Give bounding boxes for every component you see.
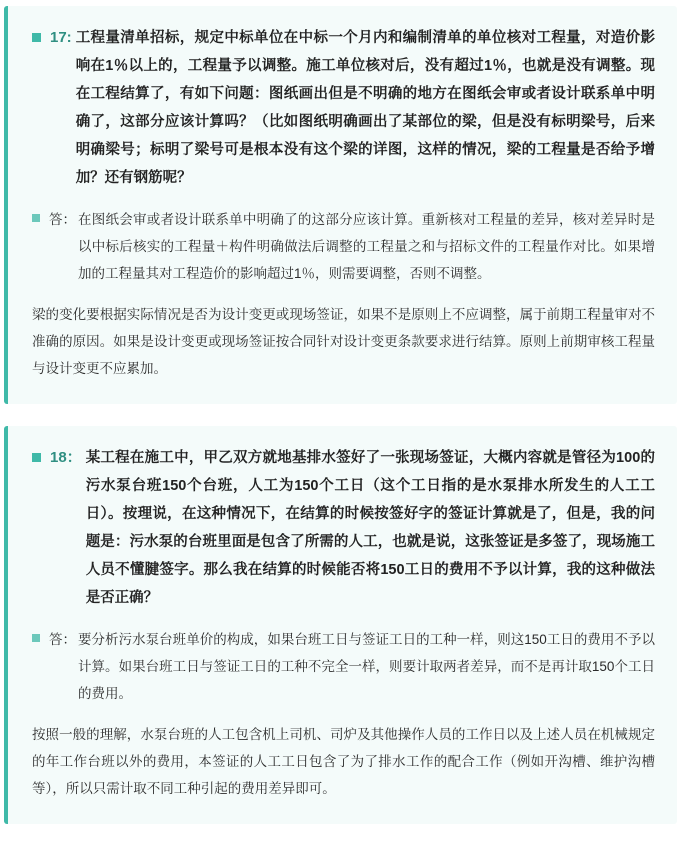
question-number: 17: <box>50 29 72 46</box>
answer-label: 答： <box>49 212 76 227</box>
question-number: 18： <box>50 449 82 466</box>
square-bullet-icon <box>32 33 41 42</box>
qa-card <box>4 6 677 404</box>
square-bullet-icon <box>32 634 40 642</box>
question-text: 工程量清单招标，规定中标单位在中标一个月内和编制清单的单位核对工程量，对造价影响在1％以上的，工程量予以调整。施工单位核对后，没有超过1％，也就是没有调整。现在工程结算了，有如下问题：图纸画出但是不明确的地方在图纸会审或者设计联系单中明确了，这部分应该计算吗？（比如图纸明确画出了某部位的梁，但是没有标明梁号，后来明确梁号；标明了梁号可是根本没有这个梁的详图，这样的情况，梁的工程量是否给予增加？还有钢筋呢？ <box>75 30 655 186</box>
question-text: 某工程在施工中，甲乙双方就地基排水签好了一张现场签证，大概内容就是管径为100的污水泵台班150个台班，人工为150个工日（这个工日指的是水泵排水所发生的人工工日）。按理说，在这种情况下，在结算的时候按签好字的签证计算就是了，但是，我的问题是：污水泵的台班里面是包含了所需的人工，也就是说，这张签证是多签了，现场施工人员不懂腱签字。那么我在结算的时候能否将150工日的费用不予以计算，我的这种做法是否正确？ <box>85 450 655 606</box>
answer-label: 答： <box>49 632 76 647</box>
square-bullet-icon <box>32 214 40 222</box>
answer-text: 要分析污水泵台班单价的构成，如果台班工日与签证工日的工种一样，则这150工日的费用不予以计算。如果台班工日与签证工日的工种不完全一样，则要计取两者差异，而不是再计取150个工日的费用。 <box>78 632 655 701</box>
question-row <box>30 24 655 192</box>
question-block <box>30 24 655 192</box>
question-row <box>30 444 655 612</box>
answer-text: 在图纸会审或者设计联系单中明确了的这部分应该计算。重新核对工程量的差异，核对差异时是以中标后核实的工程量＋构件明确做法后调整的工程量之和与招标文件的工程量作对比。如果增加的工程量其对工程造价的影响超过1％，则需要调整，否则不调整。 <box>78 212 655 281</box>
answer-paragraph: 按照一般的理解，水泵台班的人工包含机上司机、司炉及其他操作人员的工作日以及上述人员在机械规定的年工作台班以外的费用，本签证的人工工日包含了为了排水工作的配合工作（例如开沟槽、维护沟槽等），所以只需计取不同工种引起的费用差异即可。 <box>32 727 655 796</box>
qa-card <box>4 426 677 824</box>
answer-paragraph: 梁的变化要根据实际情况是否为设计变更或现场签证，如果不是原则上不应调整，属于前期工程量审对不准确的原因。如果是设计变更或现场签证按合同针对设计变更条款要求进行结算。原则上前期审核工程量与设计变更不应累加。 <box>32 307 655 376</box>
question-block <box>30 444 655 612</box>
answer-row <box>30 626 655 707</box>
answer-row <box>30 206 655 287</box>
square-bullet-icon <box>32 453 41 462</box>
